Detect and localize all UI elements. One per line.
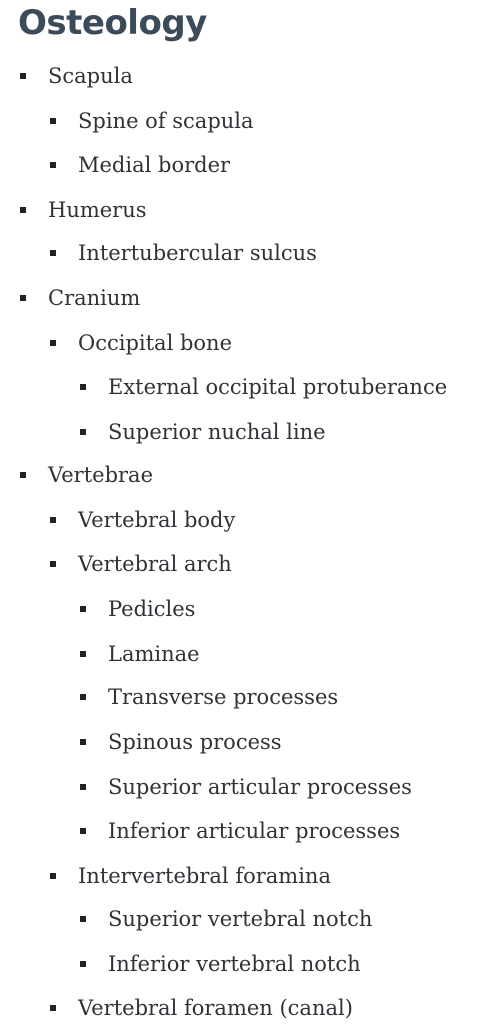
list-item-label: Superior nuchal line <box>108 420 326 444</box>
bullet-icon <box>20 73 26 79</box>
list-item-label: External occipital protuberance <box>108 375 448 399</box>
bullet-icon <box>50 118 56 124</box>
list-item-superior-vertebral-notch <box>80 904 372 934</box>
list-item-vertebral-body <box>50 505 235 535</box>
list-item-humerus <box>20 195 147 225</box>
list-item-label: Spinous process <box>108 730 282 754</box>
bullet-icon <box>50 873 56 879</box>
list-item-medial-border <box>50 150 230 180</box>
list-item-label: Inferior articular processes <box>108 819 401 843</box>
list-item-inferior-vertebral-notch <box>80 949 361 979</box>
bullet-icon <box>50 162 56 168</box>
bullet-icon <box>50 250 56 256</box>
bullet-icon <box>80 651 86 657</box>
list-item-label: Medial border <box>78 153 231 177</box>
list-item-label: Vertebral arch <box>78 552 232 576</box>
list-item-inferior-articular-processes <box>80 816 400 846</box>
bullet-icon <box>20 295 26 301</box>
list-item-laminae <box>80 639 200 669</box>
list-item-label: Humerus <box>48 198 147 222</box>
list-item-cranium <box>20 283 140 313</box>
bullet-icon <box>80 828 86 834</box>
list-item-label: Transverse processes <box>108 685 339 709</box>
list-item-label: Spine of scapula <box>78 109 254 133</box>
bullet-icon <box>80 606 86 612</box>
list-item-label: Vertebral body <box>78 508 236 532</box>
bullet-icon <box>80 916 86 922</box>
bullet-icon <box>80 961 86 967</box>
list-item-vertebrae <box>20 460 153 490</box>
list-item-pedicles <box>80 594 195 624</box>
list-item-spine-of-scapula <box>50 106 254 136</box>
list-item-external-occipital-protuberance <box>80 372 447 402</box>
list-item-spinous-process <box>80 727 282 757</box>
list-item-intervertebral-foramina <box>50 861 331 891</box>
list-item-label: Inferior vertebral notch <box>108 952 361 976</box>
bullet-icon <box>80 694 86 700</box>
list-item-scapula <box>20 61 133 91</box>
bullet-icon <box>50 1005 56 1011</box>
list-item-superior-nuchal-line <box>80 417 326 447</box>
list-item-transverse-processes <box>80 682 338 712</box>
list-item-vertebral-arch <box>50 549 232 579</box>
list-item-label: Intervertebral foramina <box>78 864 331 888</box>
list-item-label: Vertebrae <box>48 463 153 487</box>
bullet-icon <box>20 472 26 478</box>
list-item-label: Vertebral foramen (canal) <box>78 996 353 1020</box>
list-item-occipital-bone <box>50 328 232 358</box>
list-item-label: Pedicles <box>108 597 196 621</box>
bullet-icon <box>80 384 86 390</box>
bullet-icon <box>50 561 56 567</box>
list-item-label: Occipital bone <box>78 331 233 355</box>
list-item-label: Cranium <box>48 286 141 310</box>
list-item-label: Intertubercular sulcus <box>78 241 317 265</box>
list-item-label: Scapula <box>48 64 133 88</box>
bullet-icon <box>50 340 56 346</box>
list-item-label: Laminae <box>108 642 200 666</box>
list-item-vertebral-foramen <box>50 993 353 1023</box>
bullet-icon <box>20 207 26 213</box>
page-title: Osteology <box>18 3 207 43</box>
list-item-intertubercular-sulcus <box>50 238 317 268</box>
bullet-icon <box>80 739 86 745</box>
bullet-icon <box>50 517 56 523</box>
list-item-label: Superior articular processes <box>108 775 412 799</box>
list-item-superior-articular-processes <box>80 772 412 802</box>
list-item-label: Superior vertebral notch <box>108 907 373 931</box>
bullet-icon <box>80 784 86 790</box>
bullet-icon <box>80 429 86 435</box>
